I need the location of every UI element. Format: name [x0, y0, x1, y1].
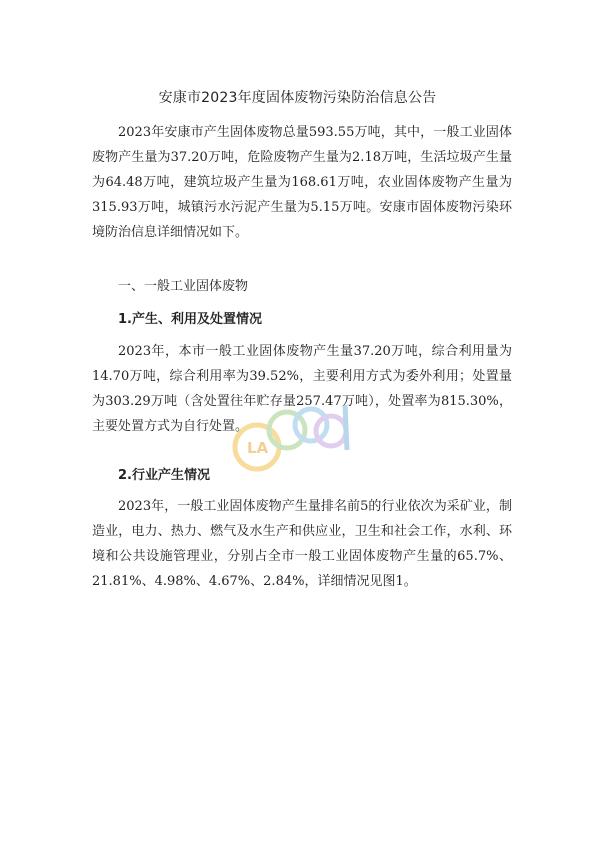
section-heading: 一、一般工业固体废物 [118, 279, 249, 294]
intro-paragraph: 2023年安康市产生固体废物总量593.55万吨，其中，一般工业固体废物产生量为37.20万吨，危险废物产生量为2.18万吨，生活垃圾产生量为64.48万吨，建筑垃圾产生量为168.61万吨，农业固体废物产生量为315.93万吨，城镇污水污泥产生量为5.15万吨。安康市固体废物污染环境防治信息详细情况如下。 [92, 125, 512, 240]
svg-text:LA: LA [247, 439, 269, 457]
page-title: 安康市2023年度固体废物污染防治信息公告 [158, 90, 437, 106]
subsection-heading: 1.产生、利用及处置情况 [118, 312, 262, 327]
subsection-heading: 2.行业产生情况 [118, 468, 210, 483]
body-paragraph: 2023年，一般工业固体废物产生量排名前5的行业依次为采矿业，制造业，电力、热力、燃气及水生产和供应业，卫生和社会工作，水利、环境和公共设施管理业，分别占全市一般工业固体废物产生量的65.7%、21.81%、4.98%、4.67%、2.84%，详细情况见图1。 [92, 499, 512, 589]
body-paragraph: 2023年，本市一般工业固体废物产生量37.20万吨，综合利用量为14.70万吨，综合利用率为39.52%，主要利用方式为委外利用；处置量为303.29万吨（含处置往年贮存量257.47万吨），处置率为815.30%，主要处置方式为自行处置。 [92, 344, 512, 434]
